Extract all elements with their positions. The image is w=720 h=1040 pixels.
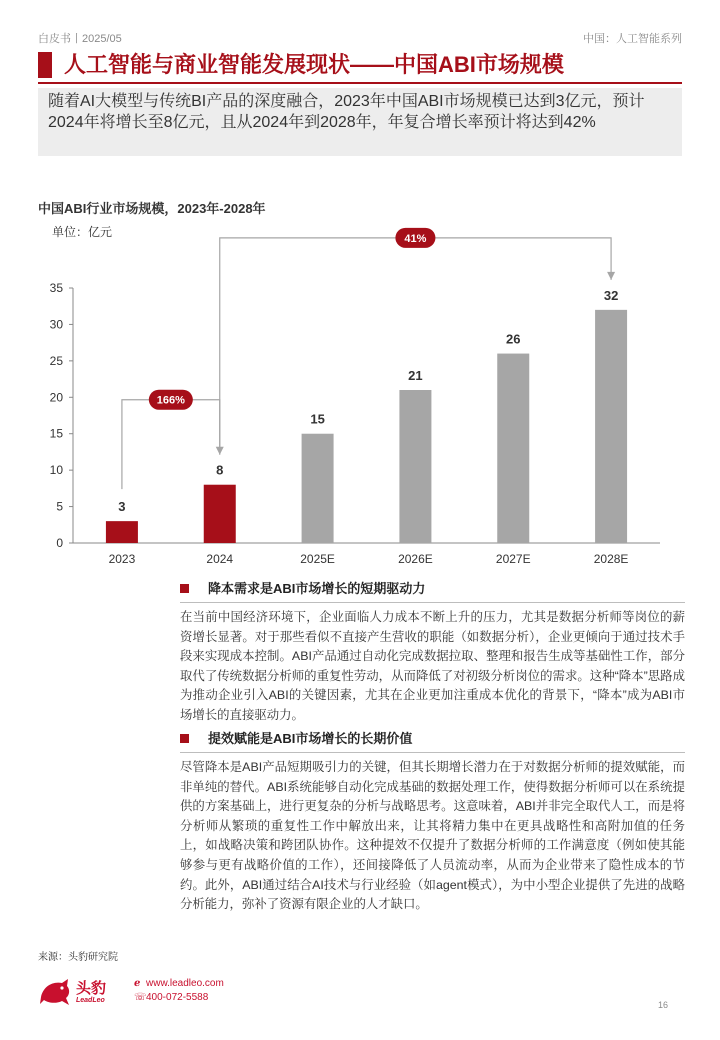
growth-rate-label: 166% [156, 394, 185, 407]
header-document-type: 白皮书丨2025/05 [38, 33, 122, 45]
category-label-2024: 2024 [206, 552, 234, 566]
data-label-2026E: 21 [408, 368, 423, 383]
phone-number: 400-072-5588 [146, 992, 209, 1003]
section-divider [180, 602, 685, 603]
section-heading: 提效赋能是ABI市场增长的长期价值 [208, 731, 413, 746]
data-label-2028E: 32 [603, 287, 619, 303]
y-tick-label: 25 [49, 353, 63, 368]
logo-subtitle: LeadLeo [76, 997, 105, 1004]
category-label-2028E: 2028E [593, 552, 629, 566]
page-number: 16 [657, 1000, 668, 1010]
section-bullet-icon [180, 584, 189, 593]
chart-svg [0, 215, 720, 575]
title-divider [38, 82, 682, 84]
category-label-2023: 2023 [108, 552, 136, 566]
page-header [38, 30, 682, 46]
bar-2023 [106, 521, 138, 543]
growth-bracket-line [122, 400, 220, 489]
header-series-name: 中国：人工智能系列 [583, 33, 682, 45]
globe-icon: ℯ [134, 978, 141, 989]
section-heading: 降本需求是ABI市场增长的短期驱动力 [208, 581, 426, 596]
growth-rate-label: 41% [404, 232, 427, 245]
y-tick-label: 20 [49, 390, 63, 405]
section-efficiency [180, 730, 685, 915]
data-label-2024: 8 [216, 462, 224, 478]
section-bullet-icon [180, 734, 189, 743]
y-tick-label: 30 [49, 317, 63, 332]
footer-brand [38, 973, 338, 1013]
growth-arrow-icon [607, 272, 615, 280]
data-label-2027E: 26 [506, 331, 521, 347]
chart-title: 中国ABI行业市场规模，2023年-2028年 [38, 201, 266, 216]
title-marker [38, 52, 52, 78]
y-tick-label: 5 [56, 499, 63, 514]
bar-2028E [595, 310, 627, 543]
source-note: 来源：头豹研究院 [38, 952, 118, 963]
leopard-logo-icon [38, 975, 72, 1009]
category-label-2027E: 2027E [495, 552, 531, 566]
y-tick-label: 10 [49, 463, 63, 478]
summary-box [38, 88, 682, 156]
bar-2026E [399, 390, 431, 543]
bar-2024 [204, 485, 236, 543]
website-link[interactable]: www.leadleo.com [146, 978, 224, 989]
category-label-2025E: 2025E [300, 552, 335, 566]
category-label-2026E: 2026E [398, 552, 433, 566]
title-row [38, 50, 682, 80]
section-cost-reduction [180, 580, 685, 726]
bar-2025E [302, 434, 334, 543]
section-divider [180, 752, 685, 753]
section-heading-row [180, 580, 685, 600]
section-body: 尽管降本是ABI产品短期吸引力的关键，但其长期增长潜力在于对数据分析师的提效赋能，而非单纯的替代。ABI系统能够自动化完成基础的数据处理工作，使得数据分析师可以在系统提供的方案基础上，进行更复杂的分析与战略思考。这意味着，ABI并非完全取代人工，而是将分析师从繁琐的重复性工作中解放出来，让其将精力集中在更具战略性和高附加值的任务上，如战略决策和跨团队协作。这种提效不仅提升了数据分析师的工作满意度（例如使其能够参与更有战略价值的工作），还间接降低了人员流动率，从而为企业带来了隐性成本的节约。此外，ABI通过结合AI技术与行业经验（如agent模式），为中小型企业提供了先进的战略分析能力，弥补了资源有限企业的人才缺口。 [180, 760, 685, 912]
market-size-chart [0, 215, 720, 575]
phone-icon: ☏ [134, 992, 147, 1003]
page-title: 人工智能与商业智能发展现状——中国ABI市场规模 [64, 52, 564, 77]
section-heading-row [180, 730, 685, 750]
data-label-2023: 3 [118, 499, 126, 515]
section-body: 在当前中国经济环境下，企业面临人力成本不断上升的压力，尤其是数据分析师等岗位的薪资增长显著。对于那些看似不直接产生营收的职能（如数据分析），企业更倾向于通过技术手段来实现成本控制。ABI产品通过自动化完成数据拉取、整理和报告生成等基础性工作，部分取代了传统数据分析师的重复性劳动，从而降低了对初级分析岗位的需求。这种“降本”思路成为推动企业引入ABI的关键因素，尤其在企业更加注重成本优化的背景下，“降本”成为ABI市场增长的直接驱动力。 [180, 610, 685, 722]
bar-2027E [497, 354, 529, 543]
y-tick-label: 0 [56, 536, 63, 550]
summary-text: 随着AI大模型与传统BI产品的深度融合，2023年中国ABI市场规模已达到3亿元，预计2024年将增长至8亿元，且从2024年到2028年，年复合增长率预计将达到42% [48, 93, 645, 131]
chart-unit-label: 单位：亿元 [52, 225, 113, 239]
logo-name: 头豹 [76, 980, 107, 997]
contact-info [134, 977, 224, 1005]
data-label-2025E: 15 [310, 411, 325, 427]
y-tick-label: 35 [49, 281, 63, 295]
y-tick-label: 15 [49, 426, 63, 441]
